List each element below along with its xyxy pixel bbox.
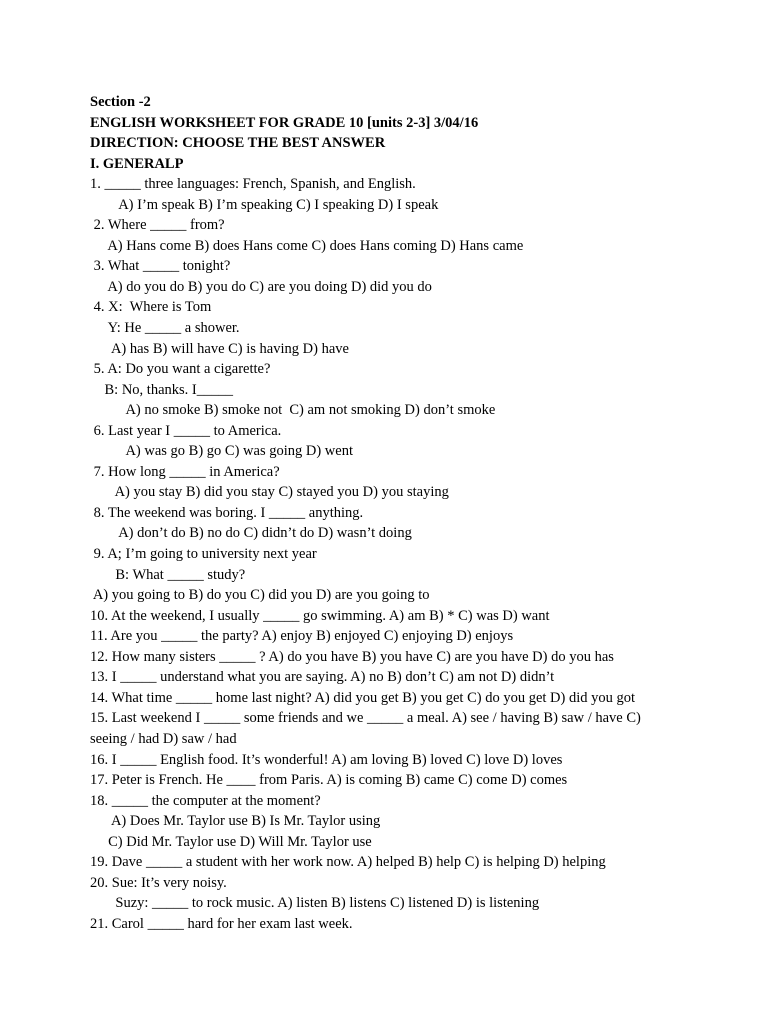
worksheet-content	[90, 92, 690, 934]
question-line: B: No, thanks. I_____	[90, 381, 233, 398]
question-line: 21. Carol _____ hard for her exam last week.	[90, 915, 353, 932]
question-line: 2. Where _____ from?	[90, 217, 225, 234]
question-line: A) has B) will have C) is having D) have	[90, 340, 349, 357]
question-line: B: What _____ study?	[90, 566, 246, 583]
question-line: 9. A; I’m going to university next year	[90, 546, 317, 563]
question-line: A) don’t do B) no do C) didn’t do D) wasn’t doing	[90, 525, 412, 542]
question-list	[90, 174, 690, 934]
question-line: 16. I _____ English food. It’s wonderful! A) am loving B) loved C) love D) loves	[90, 751, 563, 768]
question-line: 11. Are you _____ the party? A) enjoy B) enjoyed C) enjoying D) enjoys	[90, 628, 514, 645]
question-line: 10. At the weekend, I usually _____ go swimming. A) am B) * C) was D) want	[90, 607, 550, 624]
question-line: 14. What time _____ home last night? A) did you get B) you get C) do you get D) did you got	[90, 689, 636, 706]
question-line: Y: He _____ a shower.	[90, 320, 240, 337]
question-line: 19. Dave _____ a student with her work now. A) helped B) help C) is helping D) helping	[90, 854, 606, 871]
question-line: A) you stay B) did you stay C) stayed you D) you staying	[90, 484, 449, 501]
part-heading: I. GENERALP	[90, 155, 184, 172]
question-line: 8. The weekend was boring. I _____ anything.	[90, 504, 364, 521]
question-line: 7. How long _____ in America?	[90, 463, 280, 480]
direction-heading: DIRECTION: CHOOSE THE BEST ANSWER	[90, 135, 386, 152]
question-line: C) Did Mr. Taylor use D) Will Mr. Taylor use	[90, 833, 372, 850]
question-line: 3. What _____ tonight?	[90, 258, 231, 275]
question-line: 17. Peter is French. He ____ from Paris. A) is coming B) came C) come D) comes	[90, 772, 568, 789]
question-line: A) no smoke B) smoke not C) am not smoking D) don’t smoke	[90, 402, 496, 419]
question-line: 5. A: Do you want a cigarette?	[90, 361, 271, 378]
question-line: 13. I _____ understand what you are saying. A) no B) don’t C) am not D) didn’t	[90, 669, 555, 686]
question-line: seeing / had D) saw / had	[90, 730, 237, 747]
question-line: 4. X: Where is Tom	[90, 299, 212, 316]
question-line: A) do you do B) you do C) are you doing D) did you do	[90, 278, 432, 295]
question-line: 1. _____ three languages: French, Spanish, and English.	[90, 176, 416, 193]
worksheet-title: ENGLISH WORKSHEET FOR GRADE 10 [units 2-3] 3/04/16	[90, 114, 479, 131]
question-line: 15. Last weekend I _____ some friends and we _____ a meal. A) see / having B) saw / have C)	[90, 710, 641, 727]
question-line: Suzy: _____ to rock music. A) listen B) listens C) listened D) is listening	[90, 895, 540, 912]
question-line: A) you going to B) do you C) did you D) are you going to	[90, 587, 430, 604]
question-line: A) Does Mr. Taylor use B) Is Mr. Taylor using	[90, 813, 381, 830]
question-line: A) I’m speak B) I’m speaking C) I speaking D) I speak	[90, 196, 439, 213]
question-line: 18. _____ the computer at the moment?	[90, 792, 321, 809]
question-line: 6. Last year I _____ to America.	[90, 422, 282, 439]
question-line: A) Hans come B) does Hans come C) does Hans coming D) Hans came	[90, 237, 524, 254]
section-heading: Section -2	[90, 94, 151, 110]
question-line: 12. How many sisters _____ ? A) do you have B) you have C) are you have D) do you has	[90, 648, 614, 665]
question-line: 20. Sue: It’s very noisy.	[90, 874, 227, 891]
question-line: A) was go B) go C) was going D) went	[90, 443, 353, 460]
